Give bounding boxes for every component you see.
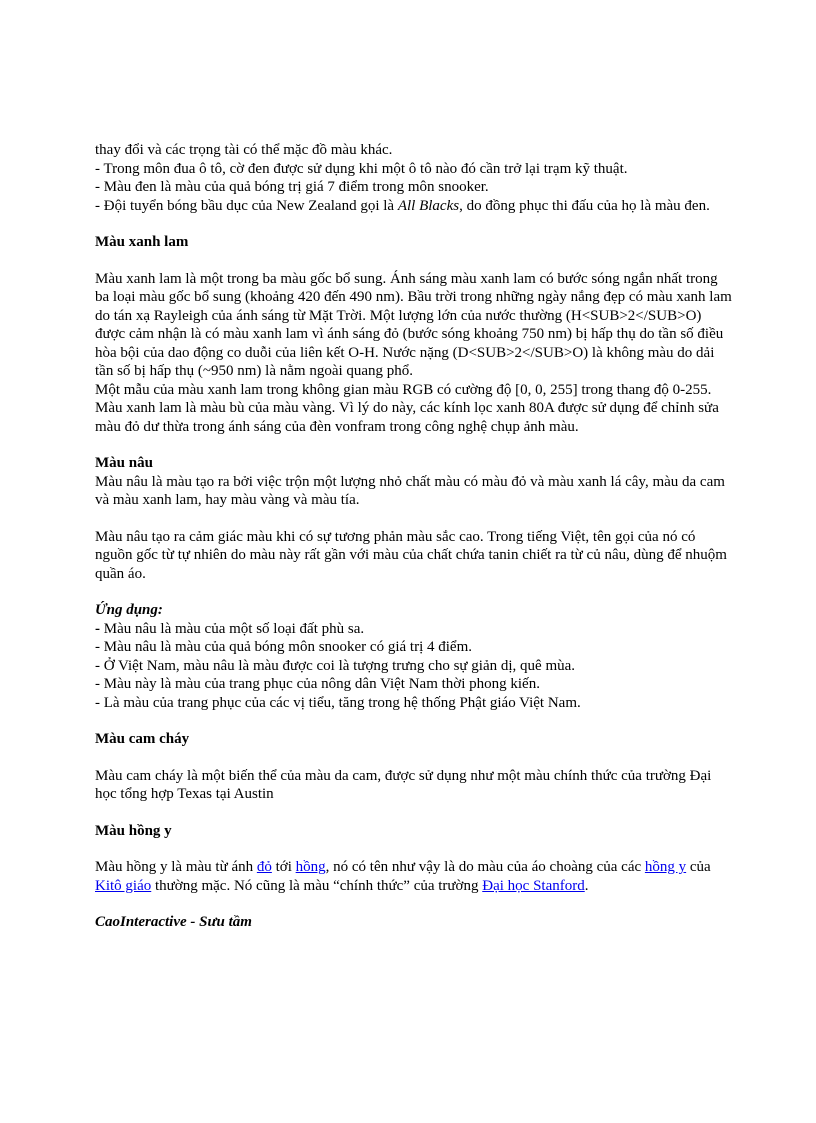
blue-paragraph-1: Màu xanh lam là một trong ba màu gốc bổ sung. Ánh sáng màu xanh lam có bước sóng ngắn nhất trong ba loại màu gốc bổ sung (khoảng 420 đến 490 nm). Bầu trời trong những ngày nắng đẹp có màu xanh lam do tán xạ Rayleigh của ánh sáng từ Mặt Trời. Một lượng lớn của nước thường (H<SUB>2</SUB>O) được cảm nhận là có màu xanh lam vì ánh sáng đỏ (bước sóng khoảng 750 nm) bị hấp thụ do tần số điều hòa bội của dao động co duỗi của liên kết O-H. Nước nặng (D<SUB>2</SUB>O) là không màu do dải tần số bị hấp thụ (~950 nm) là nằm ngoài quang phổ. — [95, 270, 732, 379]
brown-paragraph-1: Màu nâu là màu tạo ra bởi việc trộn một lượng nhỏ chất màu có màu đỏ và màu xanh lá cây, màu da cam và màu xanh lam, hay màu vàng và màu tía. — [95, 473, 725, 508]
cardinal-paragraph — [95, 858, 735, 895]
document-page — [95, 141, 735, 932]
link-hong[interactable]: hồng — [295, 859, 326, 875]
link-do[interactable]: đỏ — [256, 859, 272, 875]
burnt-orange-paragraph: Màu cam cháy là một biến thể của màu da cam, được sử dụng như một màu chính thức của trường Đại học tổng hợp Texas tại Austin — [95, 767, 712, 802]
cardinal-text-5: thường mặc. Nó cũng là màu “chính thức” của trường — [151, 877, 483, 894]
link-kito-giao[interactable]: Kitô giáo — [95, 877, 152, 894]
intro-line-4-post: , do đồng phục thi đấu của họ là màu đen. — [459, 197, 710, 214]
cardinal-text-1: Màu hồng y là màu từ ánh — [95, 859, 257, 875]
intro-line-4 — [95, 197, 735, 216]
applications-heading: Ứng dụng: — [95, 602, 163, 618]
intro-line-1: thay đổi và các trọng tài có thể mặc đồ màu khác. — [95, 142, 393, 158]
all-blacks-text: All Blacks — [397, 197, 460, 214]
heading-burnt-orange: Màu cam cháy — [95, 731, 190, 747]
application-dash: - — [95, 620, 100, 637]
application-item-4: - Màu này là màu của trang phục của nông dân Việt Nam thời phong kiến. — [95, 676, 540, 692]
footer-credit: CaoInteractive - Sưu tầm — [95, 914, 252, 930]
heading-cardinal: Màu hồng y — [95, 822, 172, 839]
blue-paragraph-2: Một mẫu của màu xanh lam trong không gian màu RGB có cường độ [0, 0, 255] trong thang độ 0-255. Màu xanh lam là màu bù của màu vàng. Vì lý do này, các kính lọc xanh 80A được sử dụng để chỉnh sửa màu đỏ dư thừa trong ánh sáng của đèn vonfram trong công nghệ chụp ảnh màu. — [95, 381, 719, 435]
application-item-5: - Là màu của trang phục của các vị tiểu, tăng trong hệ thống Phật giáo Việt Nam. — [95, 694, 581, 711]
cardinal-text-2: tới — [271, 859, 296, 875]
application-item-3: - Ở Việt Nam, màu nâu là màu được coi là tượng trưng cho sự giản dị, quê mùa. — [95, 657, 576, 674]
heading-brown: Màu nâu — [95, 455, 153, 471]
cardinal-text-3: , nó có tên như vậy là do màu của áo choàng của các — [325, 859, 645, 875]
application-item-2: - Màu nâu là màu của quả bóng môn snooker có giá trị 4 điểm. — [95, 639, 472, 655]
intro-line-4-pre: - Đội tuyển bóng bầu dục của New Zealand gọi là — [95, 197, 398, 214]
cardinal-text-4: của — [686, 859, 711, 875]
intro-line-3: - Màu đen là màu của quả bóng trị giá 7 điểm trong môn snooker. — [95, 179, 489, 195]
application-item-1 — [95, 620, 735, 639]
brown-paragraph-2: Màu nâu tạo ra cảm giác màu khi có sự tương phản màu sắc cao. Trong tiếng Việt, tên gọi của nó có nguồn gốc từ tự nhiên do màu này rất gần với màu của chất chứa tanin chiết ra từ củ nâu, dùng để nhuộm quần áo. — [95, 528, 727, 582]
link-dai-hoc-stanford[interactable]: Đại học Stanford — [482, 877, 585, 894]
heading-blue: Màu xanh lam — [95, 234, 189, 250]
intro-line-2: - Trong môn đua ô tô, cờ đen được sử dụng khi một ô tô nào đó cần trở lại trạm kỹ thuật. — [95, 160, 628, 177]
cardinal-text-6: . — [584, 877, 589, 894]
link-hong-y[interactable]: hồng y — [644, 859, 687, 875]
application-item-1-text: Màu nâu là màu của một số loại đất phù sa. — [100, 620, 365, 637]
